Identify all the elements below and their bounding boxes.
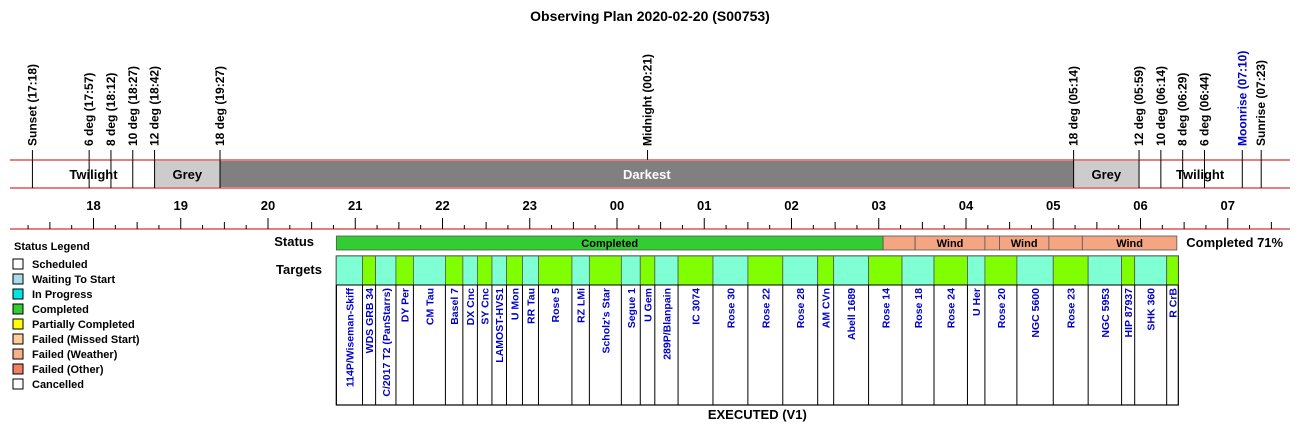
legend-item-label: In Progress xyxy=(32,289,93,301)
target-block xyxy=(713,256,748,285)
target-name: Rose 23 xyxy=(1065,288,1078,329)
hour-label: 19 xyxy=(173,198,188,213)
target-block xyxy=(538,256,571,285)
legend-title: Status Legend xyxy=(14,241,90,253)
target-block xyxy=(834,256,869,285)
target-name: RR Tau xyxy=(525,288,538,324)
hour-label: 04 xyxy=(958,198,974,213)
hour-label: 20 xyxy=(260,198,276,213)
hour-label: 05 xyxy=(1046,198,1061,213)
hour-label: 07 xyxy=(1220,198,1235,213)
target-block xyxy=(902,256,934,285)
legend-item-label: Failed (Weather) xyxy=(32,349,118,361)
event-label: Sunrise (07:23) xyxy=(1254,59,1269,146)
hour-label: 21 xyxy=(348,198,363,213)
target-name: U Gem xyxy=(642,288,655,322)
event-markers xyxy=(25,51,1268,160)
targets-row xyxy=(276,256,1179,422)
legend-item-label: Waiting To Start xyxy=(32,274,116,286)
target-name: NGC 5600 xyxy=(1030,288,1043,338)
target-block xyxy=(1122,256,1135,285)
event-label: 8 deg (06:29) xyxy=(1175,72,1190,146)
hour-label: 06 xyxy=(1133,198,1148,213)
target-name: Rose 22 xyxy=(760,288,773,329)
target-name: CM Tau xyxy=(424,288,437,326)
event-label: Moonrise (07:10) xyxy=(1235,50,1250,146)
hour-label: 22 xyxy=(435,198,450,213)
target-block xyxy=(1053,256,1088,285)
status-row xyxy=(274,234,1283,250)
status-segment-label: Completed xyxy=(581,238,639,250)
target-name: 289P/Blanpain xyxy=(661,288,674,360)
status-segment xyxy=(985,236,1000,250)
legend-swatch xyxy=(13,379,23,389)
target-name: Basel 7 xyxy=(449,288,462,325)
target-block xyxy=(748,256,783,285)
target-name: DX Cnc xyxy=(465,288,478,326)
target-name: SY Cnc xyxy=(479,288,492,325)
legend-swatch xyxy=(13,289,23,299)
target-name: NGC 5953 xyxy=(1099,288,1112,338)
status-segment-label: Wind xyxy=(1116,238,1143,250)
target-block xyxy=(413,256,445,285)
target-block xyxy=(818,256,834,285)
target-block xyxy=(1135,256,1167,285)
target-block xyxy=(396,256,413,285)
legend-item-label: Completed xyxy=(32,304,89,316)
event-label: 18 deg (05:14) xyxy=(1066,65,1081,146)
targets-footer: EXECUTED (V1) xyxy=(707,407,807,422)
target-name: IC 3074 xyxy=(690,288,703,325)
target-name: Rose 18 xyxy=(913,288,926,329)
target-block xyxy=(1167,256,1179,285)
target-name: Rose 30 xyxy=(725,288,738,329)
target-name: WDS GRB 34 xyxy=(364,288,377,354)
sky-band-label: Twilight xyxy=(1176,167,1225,182)
target-name: U Her xyxy=(971,288,984,317)
targets-row-label: Targets xyxy=(276,262,322,277)
target-block xyxy=(376,256,396,285)
target-block xyxy=(1088,256,1121,285)
hour-label: 23 xyxy=(522,198,537,213)
legend-item-label: Partially Completed xyxy=(32,319,135,331)
target-block xyxy=(477,256,492,285)
event-label: 12 deg (05:59) xyxy=(1132,65,1147,146)
sky-band-label: Twilight xyxy=(69,167,118,182)
hour-label: 00 xyxy=(609,198,625,213)
target-block xyxy=(336,256,362,285)
target-name: R CrB xyxy=(1167,288,1180,318)
legend-swatch xyxy=(13,259,23,269)
target-block xyxy=(506,256,522,285)
target-block xyxy=(783,256,818,285)
target-block xyxy=(363,256,376,285)
target-name: 114P/Wiseman-Skiff xyxy=(344,288,357,388)
hour-label: 01 xyxy=(697,198,712,213)
target-name: U Mon xyxy=(509,288,522,321)
target-block xyxy=(572,256,589,285)
sky-bands xyxy=(10,160,1290,188)
legend-swatch xyxy=(13,349,23,359)
event-label: Sunset (17:18) xyxy=(25,63,40,146)
event-label: 10 deg (06:14) xyxy=(1153,65,1168,146)
target-name: SHK 360 xyxy=(1145,288,1158,331)
target-name: DY Per xyxy=(399,288,412,323)
target-name: Segue 1 xyxy=(625,288,638,329)
chart-title: Observing Plan 2020-02-20 (S00753) xyxy=(530,8,770,24)
completion-summary: Completed 71% xyxy=(1186,235,1284,250)
legend-swatch xyxy=(13,274,23,284)
legend-item-label: Failed (Missed Start) xyxy=(32,334,140,346)
status-segment xyxy=(883,236,915,250)
target-block xyxy=(492,256,507,285)
target-name: Rose 24 xyxy=(945,288,958,329)
hour-label: 18 xyxy=(86,198,101,213)
target-block xyxy=(589,256,621,285)
legend-item-label: Scheduled xyxy=(32,259,88,271)
target-block xyxy=(640,256,655,285)
event-label: 18 deg (19:27) xyxy=(213,65,228,146)
target-name: Rose 20 xyxy=(995,288,1008,329)
hour-axis xyxy=(10,198,1290,229)
legend-swatch xyxy=(13,364,23,374)
target-block xyxy=(985,256,1017,285)
target-block xyxy=(967,256,984,285)
target-name: RZ LMi xyxy=(575,288,588,323)
legend-swatch xyxy=(13,319,23,329)
sky-band-label: Grey xyxy=(1091,167,1122,182)
sky-band-label: Grey xyxy=(172,167,203,182)
event-label: 6 deg (06:44) xyxy=(1197,72,1212,146)
target-name: Rose 5 xyxy=(550,288,563,323)
target-block xyxy=(655,256,678,285)
legend-swatch xyxy=(13,334,23,344)
target-block xyxy=(445,256,462,285)
status-segment-label: Wind xyxy=(936,238,964,250)
legend-item-label: Failed (Other) xyxy=(32,364,104,376)
legend-item-label: Cancelled xyxy=(32,379,84,391)
status-segment-label: Wind xyxy=(1010,238,1038,250)
event-label: Midnight (00:21) xyxy=(640,54,655,146)
event-label: 10 deg (18:27) xyxy=(125,65,140,146)
event-label: 6 deg (17:57) xyxy=(82,72,97,146)
target-name: LAMOST-HVS1 xyxy=(494,288,507,363)
status-segment xyxy=(1049,236,1082,250)
legend-swatch xyxy=(13,304,23,314)
target-block xyxy=(522,256,538,285)
target-block xyxy=(621,256,640,285)
target-name: HIP 87937 xyxy=(1123,288,1136,338)
target-name: Scholz's Star xyxy=(600,288,613,354)
target-block xyxy=(934,256,967,285)
target-name: Rose 28 xyxy=(795,288,808,329)
target-name: AM CVn xyxy=(820,288,833,329)
target-block xyxy=(1017,256,1053,285)
target-name: Abell 1689 xyxy=(846,288,859,340)
status-row-label: Status xyxy=(274,234,314,249)
target-block xyxy=(463,256,478,285)
hour-label: 02 xyxy=(784,198,799,213)
target-block xyxy=(678,256,713,285)
sky-band-label: Darkest xyxy=(622,167,671,182)
target-block xyxy=(869,256,902,285)
status-legend xyxy=(13,241,140,391)
event-label: 8 deg (18:12) xyxy=(103,72,118,146)
target-name: C/2017 T2 (PanStarrs) xyxy=(380,288,393,397)
target-name: Rose 14 xyxy=(880,288,893,329)
hour-label: 03 xyxy=(871,198,886,213)
event-label: 12 deg (18:42) xyxy=(147,65,162,146)
